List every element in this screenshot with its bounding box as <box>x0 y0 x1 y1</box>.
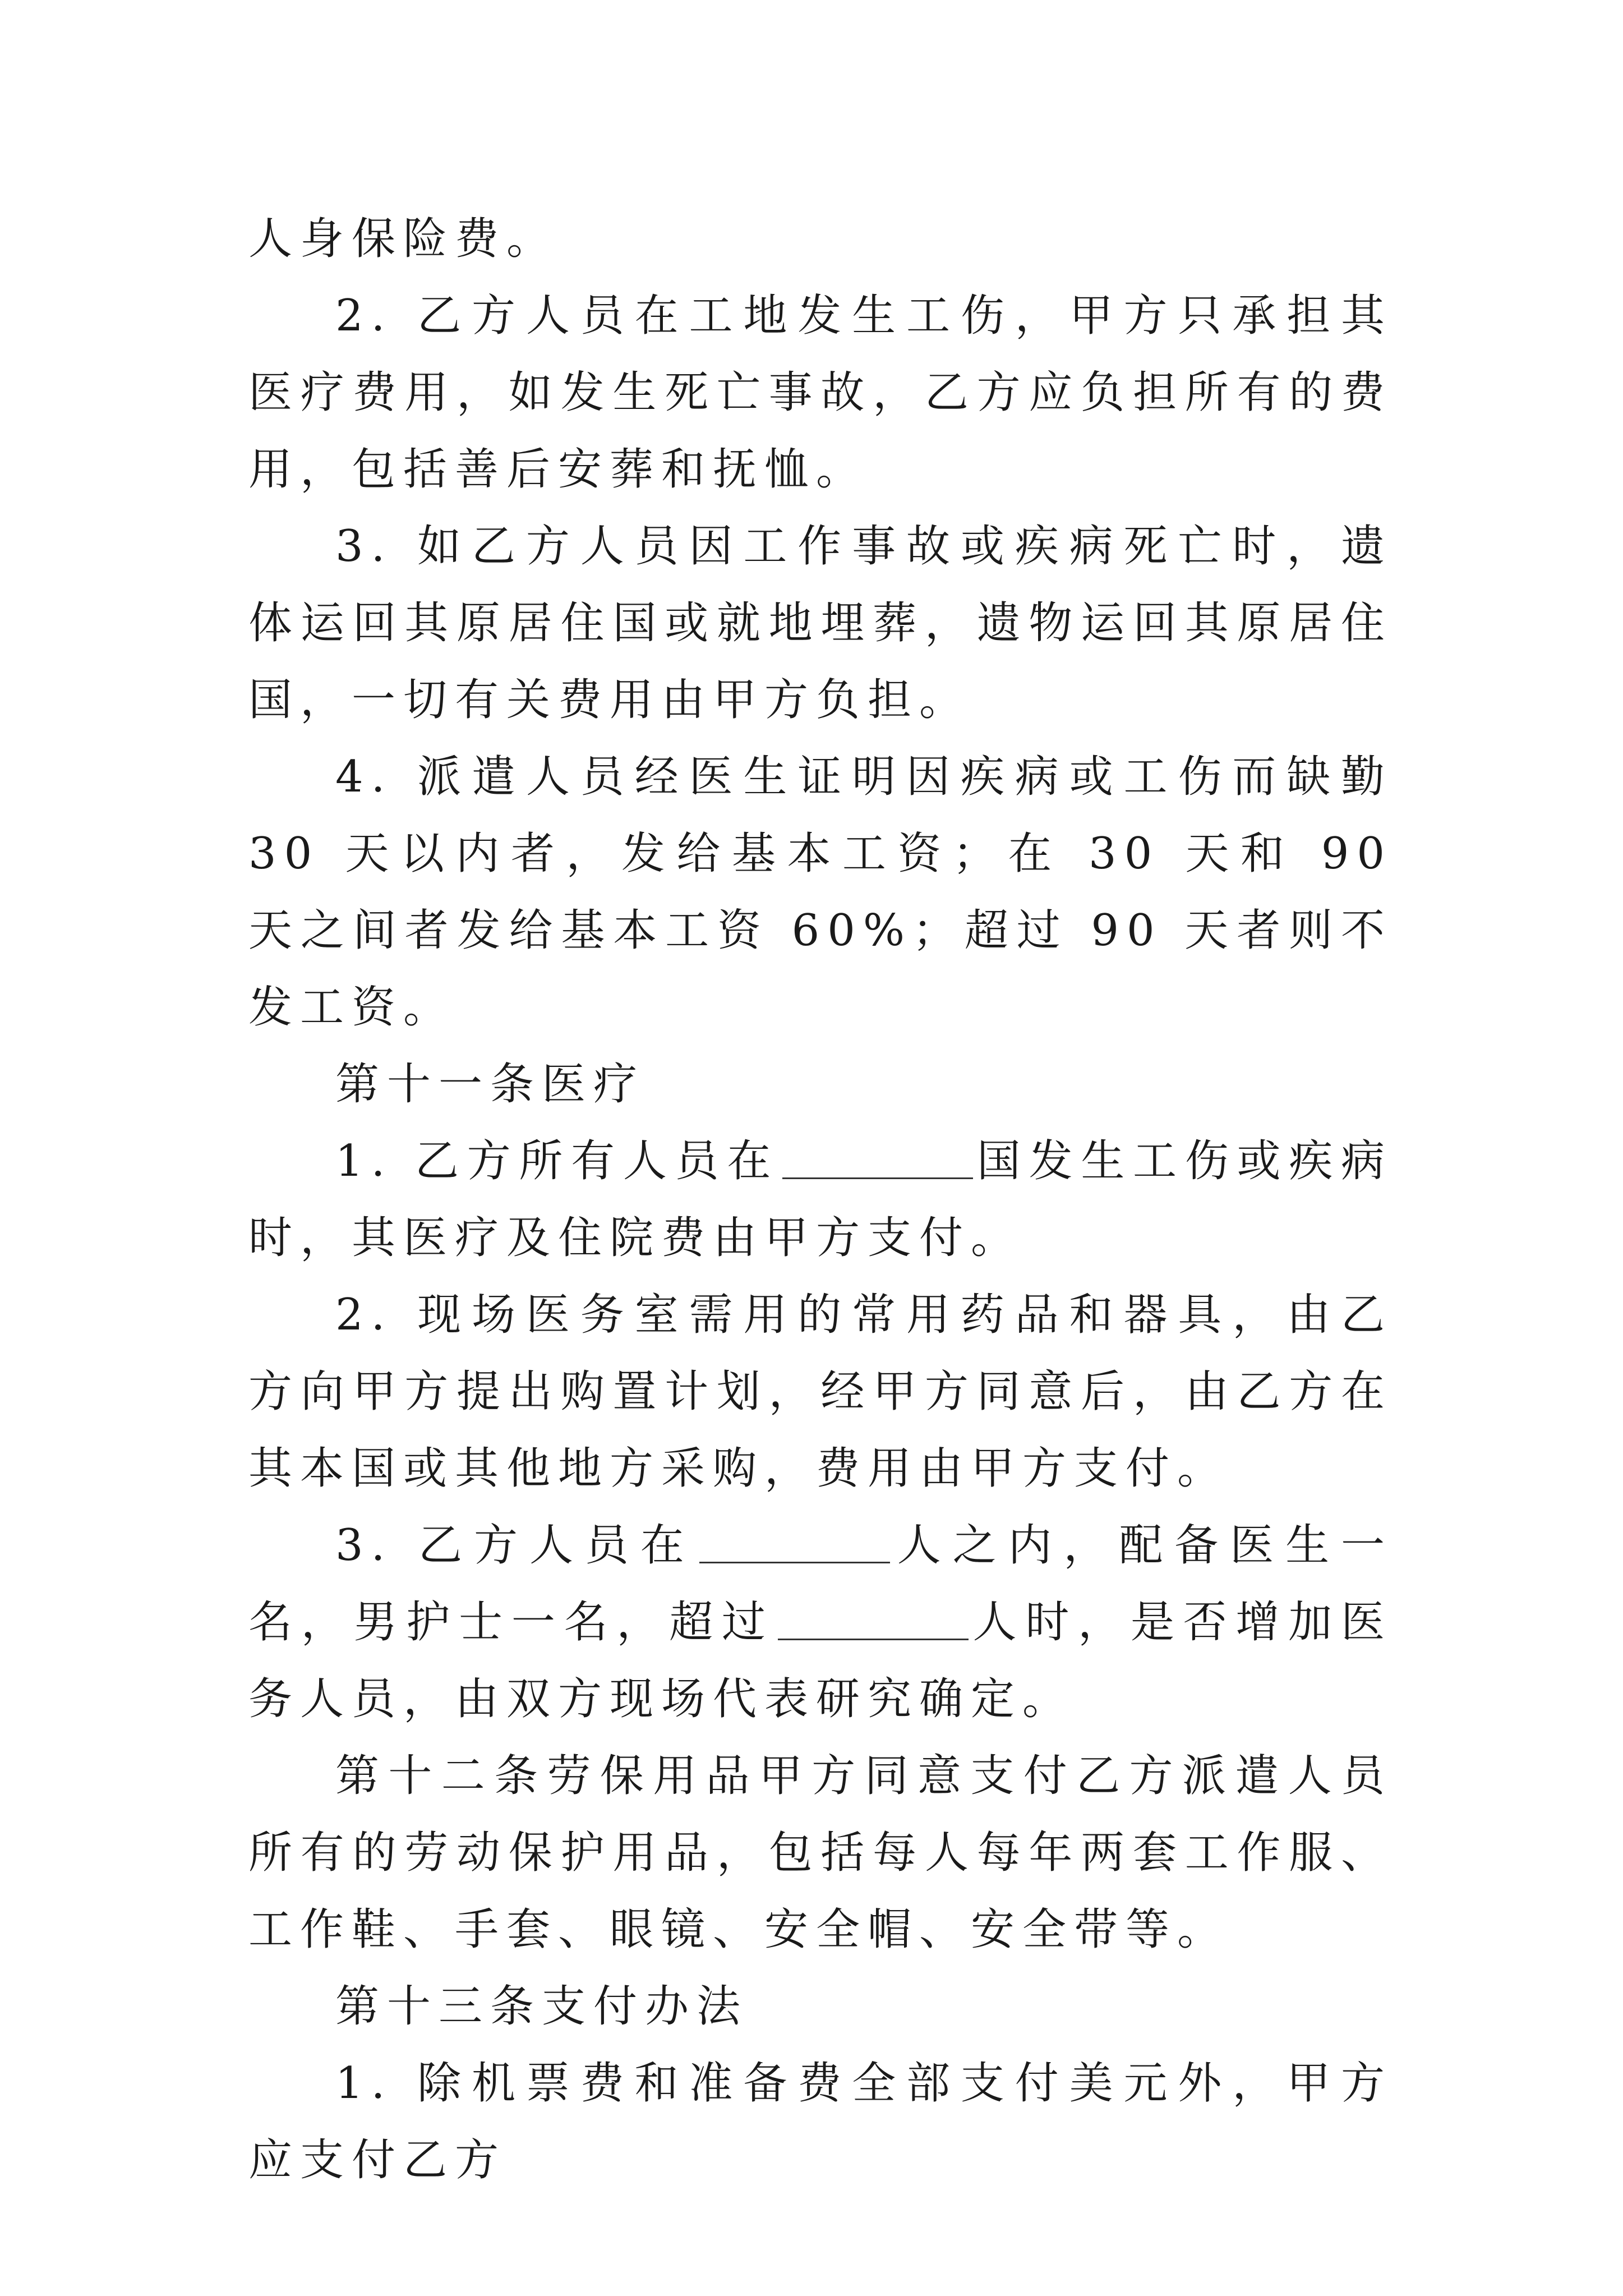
paragraph-payment-method: 1. 除机票费和准备费全部支付美元外，甲方应支付乙方 <box>248 2058 1393 2185</box>
article-11-heading: 第十一条医疗 <box>335 1059 645 1110</box>
paragraph-text-segment: 人时，是否增加医务人员，由双方现场代表研究确定。 <box>248 1597 1393 1724</box>
paragraph-work-injury: 2. 乙方人员在工地发生工伤，甲方只承担其医疗费用，如发生死亡事故，乙方应负担所有的费用，包括善后安葬和抚恤。 <box>248 291 1393 495</box>
paragraph-medical-expenses <box>248 1123 1393 1277</box>
paragraph-sick-leave-pay: 4. 派遣人员经医生证明因疾病或工伤而缺勤 30 天以内者，发给基本工资；在 30 天和 90 天之间者发给基本工资 60%；超过 90 天者则不发工资。 <box>248 752 1393 1033</box>
paragraph-death-handling: 3. 如乙方人员因工作事故或疾病死亡时，遗体运回其原居住国或就地埋葬，遗物运回其原居住国，一切有关费用由甲方负担。 <box>248 521 1393 725</box>
fill-in-blank-staff-count[interactable] <box>699 1518 890 1563</box>
paragraph-medical-staffing <box>248 1507 1393 1738</box>
paragraph-text-segment: 1. 乙方所有人员在 <box>335 1136 780 1186</box>
fill-in-blank-staff-threshold[interactable] <box>778 1595 969 1640</box>
paragraph-insurance-tail: 人身保险费。 <box>248 214 559 264</box>
paragraph-text-segment: 人之内，配备医生一名，男护士一名，超过 <box>248 1520 1393 1648</box>
article-12-protective-equipment: 第十二条劳保用品甲方同意支付乙方派遣人员所有的劳动保护用品，包括每人每年两套工作服、工作鞋、手套、眼镜、安全帽、安全带等。 <box>248 1751 1393 1955</box>
paragraph-text-segment: 3. 乙方人员在 <box>335 1520 696 1571</box>
paragraph-medical-supplies: 2. 现场医务室需用的常用药品和器具，由乙方向甲方提出购置计划，经甲方同意后，由乙方在其本国或其他地方采购，费用由甲方支付。 <box>248 1290 1393 1494</box>
fill-in-blank-country[interactable] <box>782 1134 973 1179</box>
paragraph-text-segment: 国发生工伤或疾病时，其医疗及住院费由甲方支付。 <box>248 1136 1393 1263</box>
article-13-heading: 第十三条支付办法 <box>335 1981 749 2032</box>
document-body <box>248 201 1393 2199</box>
